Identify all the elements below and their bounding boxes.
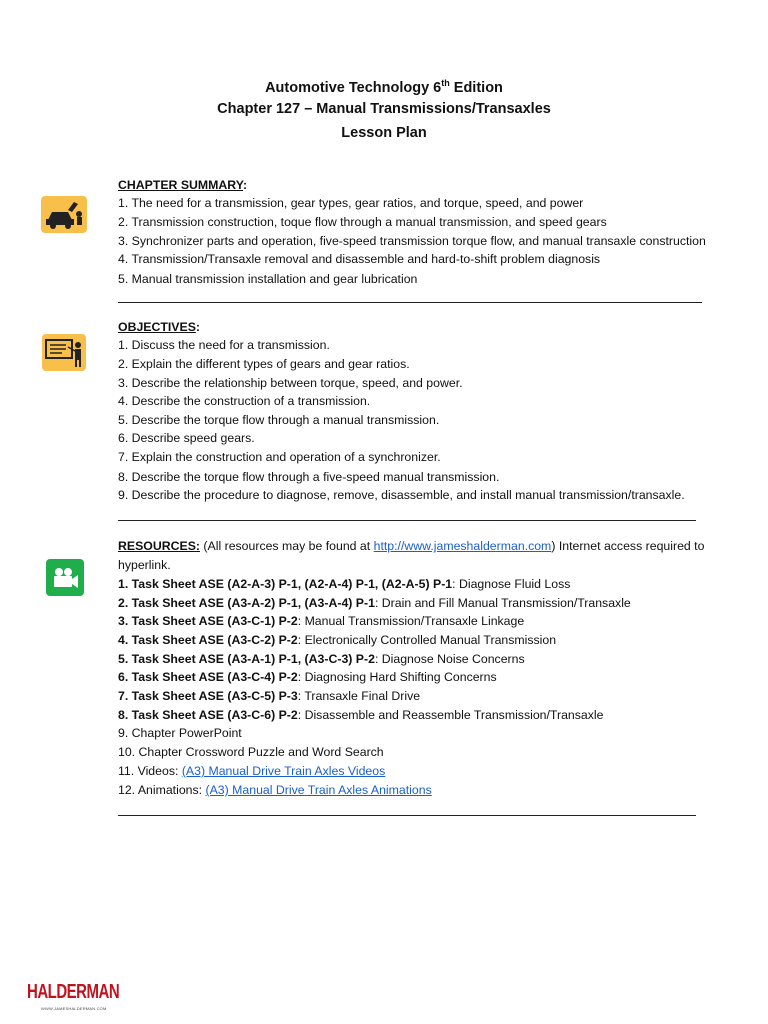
summary-item: 5. Manual transmission installation and gear lubrication (118, 272, 418, 286)
task-sheet-code: 3. Task Sheet ASE (A3-C-1) P-2 (118, 614, 298, 628)
objective-item: 2. Explain the different types of gears and gear ratios. (118, 357, 410, 371)
resource-item (118, 782, 432, 798)
presentation-icon (42, 334, 86, 371)
task-sheet-title: : Diagnose Fluid Loss (452, 577, 571, 591)
objective-item: 4. Describe the construction of a transmission. (118, 394, 371, 408)
summary-item: 4. Transmission/Transaxle removal and disassemble and hard-to-shift problem diagnosis (118, 252, 601, 266)
videos-link[interactable]: (A3) Manual Drive Train Axles Videos (181, 764, 386, 778)
task-sheet-title: : Drain and Fill Manual Transmission/Transaxle (374, 596, 631, 610)
logo-subtext: WWW.JAMESHALDERMAN.COM (41, 1006, 107, 1011)
resources-intro-line2: hyperlink. (118, 558, 171, 572)
resource-item: 10. Chapter Crossword Puzzle and Word Search (118, 745, 384, 759)
task-sheet-item (118, 707, 603, 723)
task-sheet-title: : Manual Transmission/Transaxle Linkage (297, 614, 525, 628)
objective-item: 9. Describe the procedure to diagnose, remove, disassemble, and install manual transmission/transaxle. (118, 488, 685, 502)
animations-label: 12. Animations: (118, 783, 206, 797)
website-link[interactable]: http://www.jameshalderman.com (373, 539, 552, 553)
task-sheet-item (118, 576, 570, 592)
objective-item: 3. Describe the relationship between torque, speed, and power. (118, 376, 463, 390)
summary-item: 2. Transmission construction, toque flow through a manual transmission, and speed gears (118, 215, 607, 229)
logo-text: HALDERMAN (27, 980, 120, 1004)
task-sheet-code: 7. Task Sheet ASE (A3-C-5) P-3 (118, 689, 298, 703)
resource-item (118, 763, 385, 779)
objectives-heading (118, 319, 200, 335)
title-superscript: th (441, 78, 450, 88)
section-divider (118, 815, 696, 816)
task-sheet-code: 8. Task Sheet ASE (A3-C-6) P-2 (118, 708, 298, 722)
task-sheet-code: 2. Task Sheet ASE (A3-A-2) P-1, (A3-A-4) P-1 (118, 596, 375, 610)
chapter-summary-heading (118, 177, 247, 193)
title-text: Automotive Technology 6 (265, 79, 442, 96)
task-sheet-item (118, 669, 497, 685)
resource-item: 9. Chapter PowerPoint (118, 726, 242, 740)
objective-item: 5. Describe the torque flow through a manual transmission. (118, 413, 440, 427)
car-repair-icon (41, 196, 87, 233)
resources-intro-text: (All resources may be found at (200, 539, 374, 553)
chapter-summary-label: CHAPTER SUMMARY (118, 178, 244, 192)
objectives-label: OBJECTIVES (118, 320, 196, 334)
task-sheet-item (118, 632, 556, 648)
task-sheet-code: 6. Task Sheet ASE (A3-C-4) P-2 (118, 670, 298, 684)
task-sheet-code: 4. Task Sheet ASE (A3-C-2) P-2 (118, 633, 298, 647)
objective-item: 8. Describe the torque flow through a five-speed manual transmission. (118, 470, 500, 484)
task-sheet-title: : Disassemble and Reassemble Transmission/Transaxle (297, 708, 604, 722)
objectives-colon: : (195, 320, 201, 334)
videos-label: 11. Videos: (118, 764, 182, 778)
section-divider (118, 302, 702, 303)
objective-item: 6. Describe speed gears. (118, 431, 255, 445)
resources-heading: RESOURCES: (118, 539, 200, 553)
task-sheet-title: : Diagnosing Hard Shifting Concerns (297, 670, 497, 684)
title-suffix: Edition (449, 79, 503, 96)
objective-item: 7. Explain the construction and operation of a synchronizer. (118, 450, 441, 464)
task-sheet-title: : Diagnose Noise Concerns (374, 652, 525, 666)
resources-intro-tail: ) Internet access required to (551, 539, 705, 553)
task-sheet-item (118, 688, 420, 704)
section-divider (118, 520, 696, 521)
objective-item: 1. Discuss the need for a transmission. (118, 338, 330, 352)
document-title (0, 78, 768, 96)
summary-item: 1. The need for a transmission, gear types, gear ratios, and torque, speed, and power (118, 196, 584, 210)
chapter-summary-colon: : (243, 178, 248, 192)
chapter-title: Chapter 127 – Manual Transmissions/Transaxles (217, 101, 551, 117)
lesson-plan-title: Lesson Plan (341, 125, 427, 141)
task-sheet-item (118, 595, 631, 611)
animations-link[interactable]: (A3) Manual Drive Train Axles Animations (205, 783, 432, 797)
halderman-logo (27, 980, 120, 1014)
task-sheet-code: 5. Task Sheet ASE (A3-A-1) P-1, (A3-C-3) P-2 (118, 652, 375, 666)
task-sheet-item (118, 613, 524, 629)
summary-item: 3. Synchronizer parts and operation, five-speed transmission torque flow, and manual transaxle construction (118, 234, 706, 248)
task-sheet-title: : Electronically Controlled Manual Transmission (297, 633, 557, 647)
task-sheet-item (118, 651, 525, 667)
resources-intro (118, 538, 704, 554)
task-sheet-title: : Transaxle Final Drive (297, 689, 421, 703)
video-camera-icon (46, 559, 84, 596)
task-sheet-code: 1. Task Sheet ASE (A2-A-3) P-1, (A2-A-4) P-1, (A2-A-5) P-1 (118, 577, 453, 591)
